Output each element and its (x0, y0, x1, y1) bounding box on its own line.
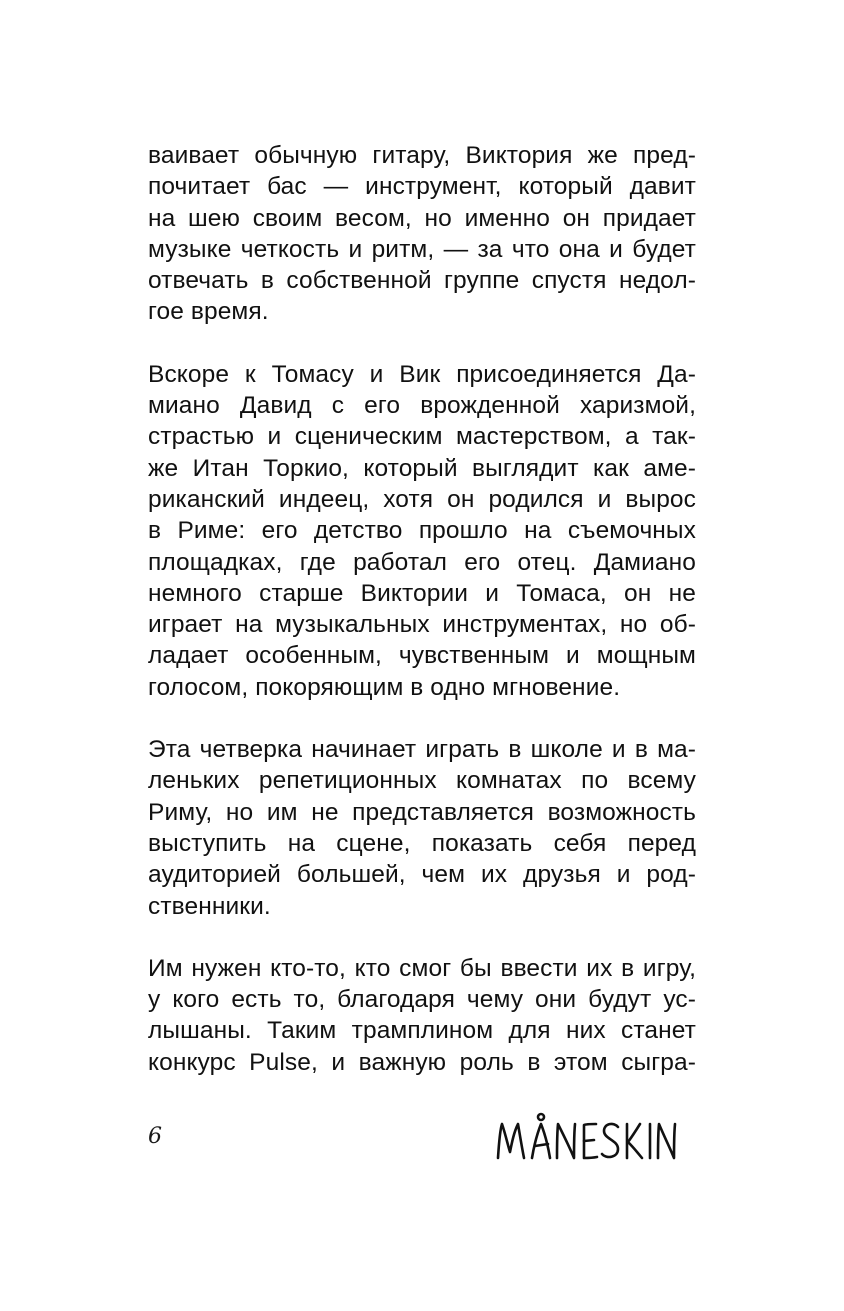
text-line: на шею своим весом, но именно он придает (148, 204, 696, 232)
text-line: гое время. (148, 298, 269, 326)
text-line: Риму, но им не представляется возможность (148, 798, 696, 826)
text-line: же Итан Торкио, который выглядит как аме- (148, 454, 696, 482)
page-number: 6 (148, 1124, 162, 1149)
text-line: Эта четверка начинает играть в школе и в ма- (148, 736, 696, 764)
text-line: миано Давид с его врожденной харизмой, (148, 392, 696, 420)
text-line: ваивает обычную гитару, Виктория же пред- (148, 142, 696, 169)
text-line: музыке четкость и ритм, — за что она и будет (148, 235, 696, 263)
paragraph-2 (148, 359, 696, 703)
text-line: отвечать в собственной группе спустя недол- (148, 267, 696, 295)
text-line: Вскоре к Томасу и Вик присоединяется Да- (148, 360, 696, 388)
text-line: площадках, где работал его отец. Дамиано (148, 548, 696, 576)
text-line: аудиторией большей, чем их друзья и род- (148, 861, 696, 889)
text-line: конкурс Pulse, и важную роль в этом сыгра- (148, 1048, 696, 1076)
paragraph-4 (148, 953, 696, 1078)
text-line: леньких репетиционных комнатах по всему (148, 767, 696, 795)
text-line: лышаны. Таким трамплином для них станет (148, 1017, 696, 1045)
text-line: голосом, покоряющим в одно мгновение. (148, 673, 621, 701)
text-line: в Риме: его детство прошло на съемочных (148, 517, 696, 545)
text-line: Им нужен кто-то, кто смог бы ввести их в игру, (148, 954, 696, 982)
text-line: у кого есть то, благодаря чему они будут ус- (148, 986, 696, 1014)
text-line: играет на музыкальных инструментах, но об- (148, 611, 696, 639)
body-text (148, 140, 696, 1109)
text-line: риканский индеец, хотя он родился и вырос (148, 485, 696, 513)
paragraph-1 (148, 140, 696, 328)
page-footer (148, 1110, 680, 1170)
text-line: почитает бас — инструмент, который давит (148, 173, 696, 201)
paragraph-3 (148, 734, 696, 922)
text-line: выступить на сцене, показать себя перед (148, 829, 696, 857)
text-line: немного старше Виктории и Томаса, он не (148, 579, 696, 607)
text-line: страстью и сценическим мастерством, а так- (148, 423, 696, 451)
maneskin-logo (494, 1112, 680, 1166)
text-line: ладает особенным, чувственным и мощным (148, 642, 696, 670)
text-line: ственники. (148, 892, 271, 920)
